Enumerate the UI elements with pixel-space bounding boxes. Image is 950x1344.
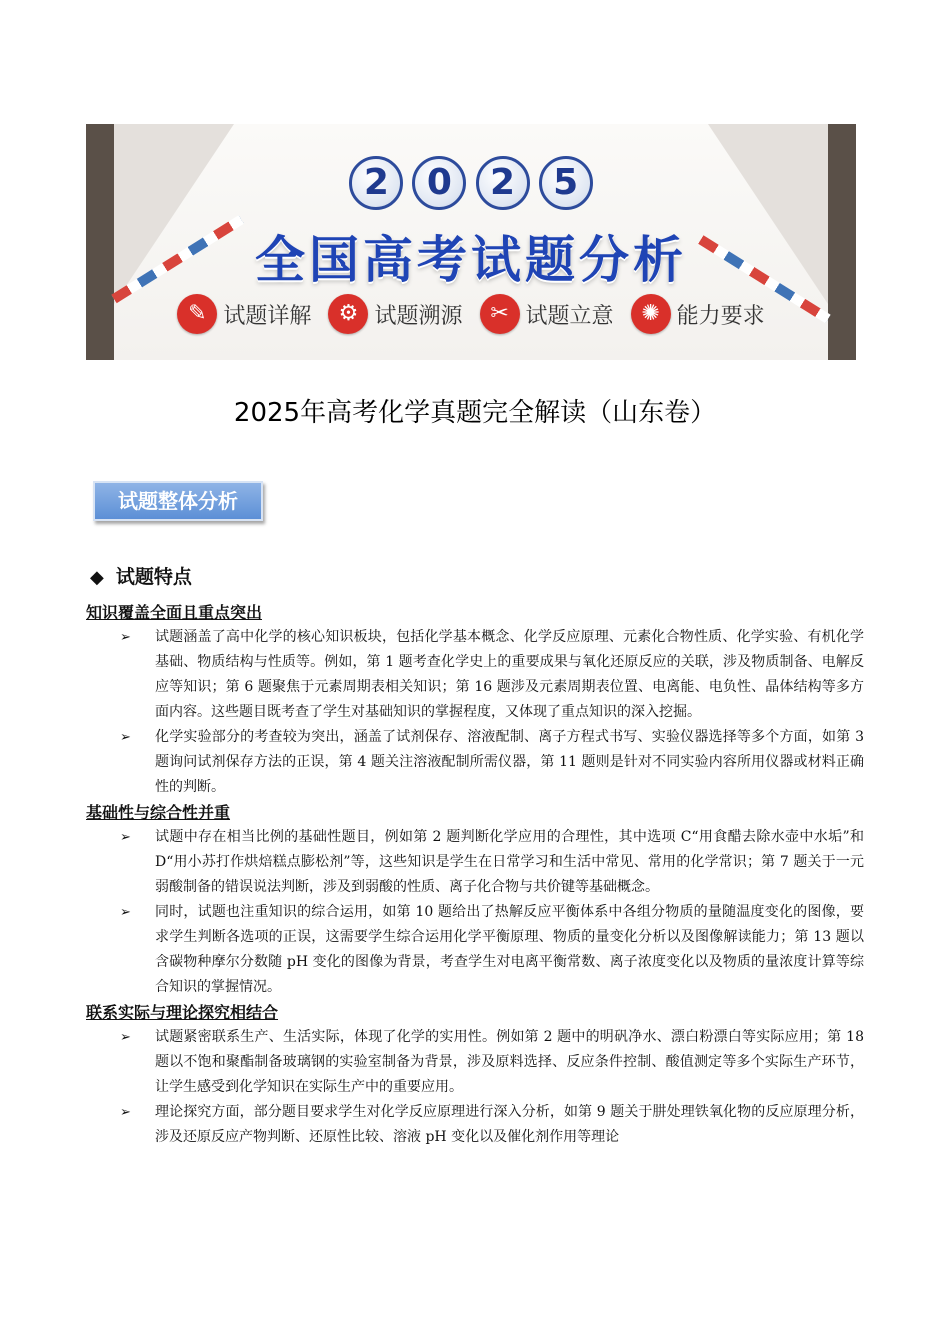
tag-origin [328, 294, 462, 334]
year-digit: 2 [349, 156, 403, 210]
section-badge: 试题整体分析 [93, 481, 263, 521]
header-banner [86, 124, 856, 360]
document-body [86, 600, 864, 1150]
heading-features [90, 562, 192, 589]
list-item-text: 试题紧密联系生产、生活实际，体现了化学的实用性。例如第 2 题中的明矾净水、漂白粉漂白等实际应用；第 18 题以不饱和聚酯制备玻璃钢的实验室制备为背景，涉及原料选择、反应条件控制、酸值测定等多个实际生产环节，让学生感受到化学知识在实际生产中的重要应用。 [155, 1029, 864, 1095]
arrow-bullet-icon: ➢ [120, 905, 131, 920]
tag-ability [631, 294, 765, 334]
tag-label: 能力要求 [676, 303, 765, 329]
document-title: 2025年高考化学真题完全解读（山东卷） [233, 398, 717, 428]
banner-title: 全国高考试题分析 [255, 231, 687, 289]
list-item-text: 化学实验部分的考查较为突出，涵盖了试剂保存、溶液配制、离子方程式书写、实验仪器选择等多个方面，如第 3 题询问试剂保存方法的正误，第 4 题关注溶液配制所需仪器，第 11 题则是针对不同实验内容所用仪器或材料正确性的判断。 [155, 729, 864, 795]
list-item [86, 900, 864, 1000]
banner-year [86, 156, 856, 210]
list-item [86, 725, 864, 800]
arrow-bullet-icon: ➢ [120, 1105, 131, 1120]
list-item-text: 理论探究方面，部分题目要求学生对化学反应原理进行深入分析，如第 9 题关于肼处理铁氧化物的反应原理分析，涉及还原反应产物判断、还原性比较、溶液 pH 变化以及催化剂作用等理论 [155, 1104, 864, 1145]
list-item-text: 试题中存在相当比例的基础性题目，例如第 2 题判断化学应用的合理性，其中选项 C“用食醋去除水壶中水垢”和 D“用小苏打作烘焙糕点膨松剂”等，这些知识是学生在日常学习和生活中常见、常用的化学常识；第 7 题关于一元弱酸制备的错误说法判断，涉及到弱酸的性质、离子化合物与共价键等基础概念。 [155, 829, 864, 895]
subsection-title: 知识覆盖全面且重点突出 [86, 603, 263, 622]
list-item [86, 1100, 864, 1150]
tools-icon: ✂ [480, 294, 520, 334]
year-digit: 0 [412, 156, 466, 210]
banner-tags [86, 294, 856, 334]
arrow-bullet-icon: ➢ [120, 730, 131, 745]
list-item-text: 同时，试题也注重知识的综合运用，如第 10 题给出了热解反应平衡体系中各组分物质的量随温度变化的图像，要求学生判断各选项的正误，这需要学生综合运用化学平衡原理、物质的量变化分析以及图像解读能力；第 13 题以含碳物种摩尔分数随 pH 变化的图像为背景，考查学生对电离平衡常数、离子浓度变化以及物质的量浓度计算等综合知识的掌握情况。 [155, 904, 864, 995]
heading-text: 试题特点 [115, 566, 192, 588]
list-item [86, 825, 864, 900]
gear-icon: ⚙ [328, 294, 368, 334]
tag-label: 试题溯源 [374, 303, 463, 329]
lightbulb-icon: ✺ [631, 294, 671, 334]
list-item-text: 试题涵盖了高中化学的核心知识板块，包括化学基本概念、化学反应原理、元素化合物性质、化学实验、有机化学基础、物质结构与性质等。例如，第 1 题考查化学史上的重要成果与氧化还原反应的关联，涉及物质制备、电解反应等知识；第 6 题聚焦于元素周期表相关知识；第 16 题涉及元素周期表位置、电离能、电负性、晶体结构等多方面内容。这些题目既考查了学生对基础知识的掌握程度，又体现了重点知识的深入挖掘。 [155, 629, 864, 720]
tag-label: 试题立意 [525, 303, 614, 329]
document-icon: ✎ [177, 294, 217, 334]
subsection-title: 基础性与综合性并重 [86, 803, 231, 822]
arrow-bullet-icon: ➢ [120, 830, 131, 845]
tag-intent [480, 294, 614, 334]
tag-detail [177, 294, 311, 334]
year-digit: 5 [539, 156, 593, 210]
arrow-bullet-icon: ➢ [120, 630, 131, 645]
arrow-bullet-icon: ➢ [120, 1030, 131, 1045]
subsection-title: 联系实际与理论探究相结合 [86, 1003, 279, 1022]
list-item [86, 1025, 864, 1100]
tag-label: 试题详解 [223, 303, 312, 329]
diamond-icon: ◆ [90, 567, 104, 588]
list-item [86, 625, 864, 725]
year-digit: 2 [476, 156, 530, 210]
